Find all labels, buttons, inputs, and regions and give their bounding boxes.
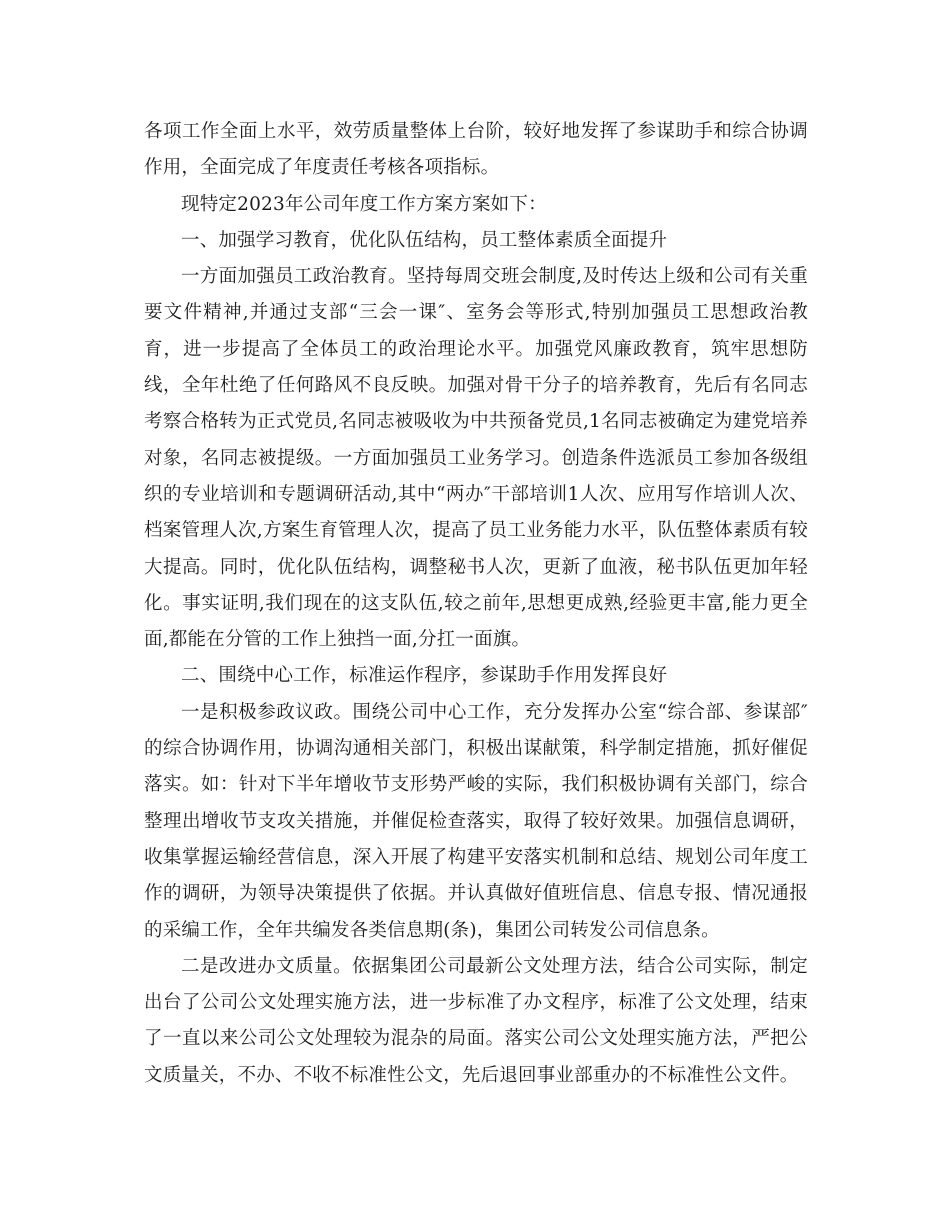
paragraph: 现特定2023年公司年度工作方案方案如下： (181, 193, 547, 215)
section-heading: 一、加强学习教育，优化队伍结构，员工整体素质全面提升 (181, 229, 668, 251)
paragraph: 各项工作全面上水平，效劳质量整体上台阶，较好地发挥了参谋助手和综合协调作用，全面完成了年度责任考核各项指标。 (144, 121, 808, 179)
paragraph: 二是改进办文质量。依据集团公司最新公文处理方法，结合公司实际，制定出台了公司公文处理实施方法，进一步标准了办文程序，标准了公文处理，结束了一直以来公司公文处理较为混杂的局面。落实公司公文处理实施方法，严把公文质量关，不办、不收不标准性公文，先后退回事业部重办的不标准性公文件。 (144, 955, 808, 1086)
section-heading: 二、围绕中心工作，标准运作程序，参谋助手作用发挥良好 (181, 665, 668, 687)
paragraph: 一方面加强员工政治教育。坚持每周交班会制度,及时传达上级和公司有关重要文件精神,并通过支部“三会一课″、室务会等形式,特别加强员工思想政治教育，进一步提高了全体员工的政治理论水平。加强党风廉政教育，筑牢思想防线，全年杜绝了任何路风不良反映。加强对骨干分子的培养教育，先后有名同志考察合格转为正式党员,名同志被吸收为中共预备党员,1名同志被确定为建党培养对象，名同志被提级。一方面加强员工业务学习。创造条件选派员工参加各级组织的专业培训和专题调研活动,其中“两办″干部培训1人次、应用写作培训人次、档案管理人次,方案生育管理人次，提高了员工业务能力水平，队伍整体素质有较大提高。同时，优化队伍结构，调整秘书人次，更新了血液，秘书队伍更加年轻化。事实证明,我们现在的这支队伍,较之前年,思想更成熟,经验更丰富,能力更全面,都能在分管的工作上独挡一面,分扛一面旗。 (144, 266, 808, 651)
paragraph: 一是积极参政议政。围绕公司中心工作，充分发挥办公室“综合部、参谋部″的综合协调作用，协调沟通相关部门，积极出谋献策，科学制定措施，抓好催促落实。如：针对下半年增收节支形势严峻的实际，我们积极协调有关部门，综合整理出增收节支攻关措施，并催促检查落实，取得了较好效果。加强信息调研，收集掌握运输经营信息，深入开展了构建平安落实机制和总结、规划公司年度工作的调研，为领导决策提供了依据。并认真做好值班信息、信息专报、情况通报的采编工作，全年共编发各类信息期(条)，集团公司转发公司信息条。 (144, 701, 808, 941)
document-body (144, 114, 808, 1094)
